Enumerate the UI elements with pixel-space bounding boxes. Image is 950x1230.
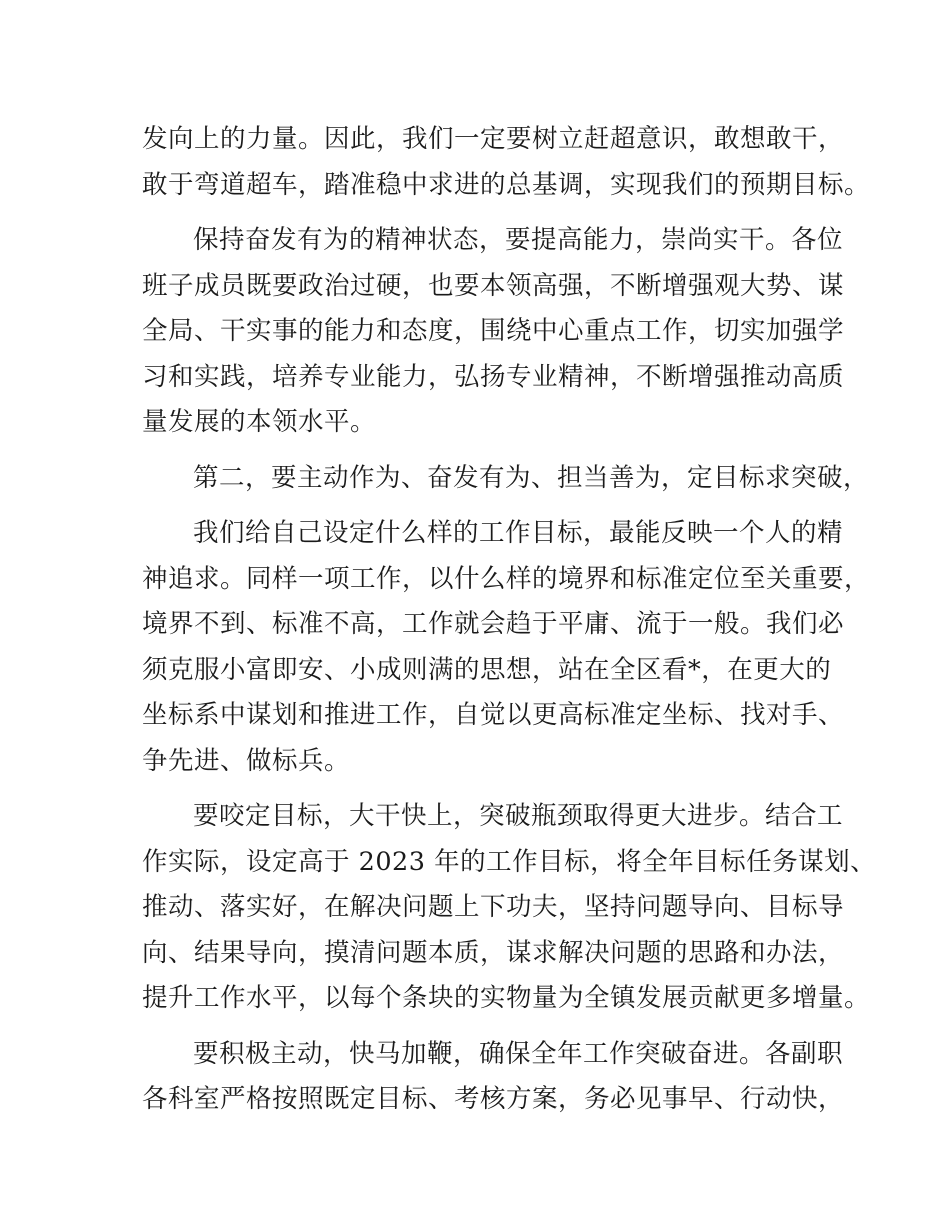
- text-line: 争先进、做标兵。: [142, 745, 351, 776]
- text-line: 作实际，设定高于 2023 年的工作目标，将全年目标任务谋划、: [142, 846, 877, 877]
- text-line: 量发展的本领水平。: [142, 407, 377, 437]
- text-line: 神追求。同样一项工作，以什么样的境界和标准定位至关重要，: [142, 563, 871, 594]
- text-line: 要积极主动，快马加鞭，确保全年工作突破奋进。各副职: [193, 1038, 844, 1069]
- paragraph: [142, 456, 870, 502]
- text-line: 要咬定目标，大干快上，突破瓶颈取得更大进步。结合工: [193, 801, 844, 831]
- text-line: 第二，要主动作为、奋发有为、担当善为，定目标求突破，: [193, 462, 870, 493]
- text-line: 推动、落实好，在解决问题上下功夫，坚持问题导向、目标导: [142, 892, 845, 922]
- text-line: 发向上的力量。因此，我们一定要树立赶超意识，敢想敢干，: [142, 124, 845, 154]
- text-line: 全局、干实事的能力和态度，围绕中心重点工作，切实加强学: [142, 316, 845, 346]
- text-line: 提升工作水平，以每个条块的实物量为全镇发展贡献更多增量。: [142, 983, 871, 1013]
- paragraph: [142, 511, 871, 784]
- text-line: 敢于弯道超车，踏准稳中求进的总基调，实现我们的预期目标。: [142, 169, 871, 200]
- text-line: 各科室严格按照既定目标、考核方案，务必见事早、行动快，: [142, 1084, 845, 1114]
- text-line: 班子成员既要政治过硬，也要本领高强，不断增强观大势、谋: [142, 270, 845, 301]
- text-line: 境界不到、标准不高，工作就会趋于平庸、流于一般。我们必: [142, 609, 845, 639]
- text-line: 习和实践，培养专业能力，弘扬专业精神，不断增强推动高质: [142, 361, 845, 392]
- paragraph: [142, 794, 877, 1022]
- text-line: 我们给自己设定什么样的工作目标，最能反映一个人的精: [193, 518, 844, 548]
- text-line: 须克服小富即安、小成则满的思想，站在全区看*，在更大的: [142, 654, 832, 685]
- paragraph: [142, 1032, 845, 1123]
- text-line: 向、结果导向，摸清问题本质，谋求解决问题的思路和办法，: [142, 937, 845, 968]
- text-line: 保持奋发有为的精神状态，要提高能力，崇尚实干。各位: [193, 225, 844, 255]
- paragraph: [142, 218, 845, 446]
- document-body: [142, 117, 877, 1133]
- text-line: 坐标系中谋划和推进工作，自觉以更高标准定坐标、找对手、: [142, 700, 845, 730]
- paragraph: [142, 117, 871, 208]
